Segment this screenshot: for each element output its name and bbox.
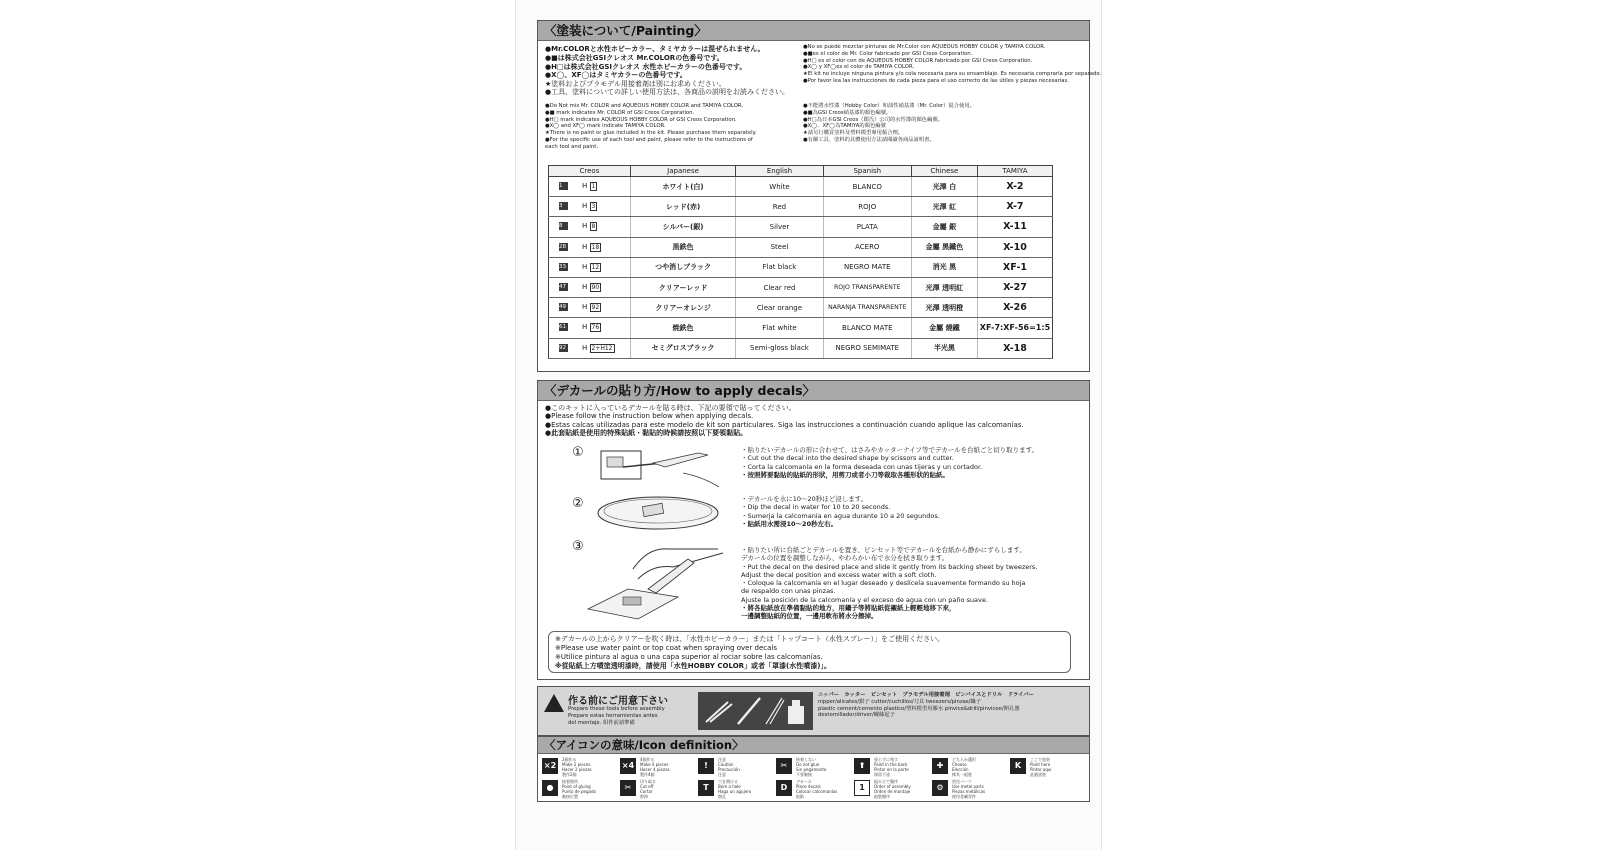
icon-definition-item: [776, 756, 836, 780]
col-spanish: Spanish: [823, 166, 911, 177]
step-3-label: ③: [572, 539, 584, 554]
col-creos: Creos: [549, 166, 631, 177]
hobby-color-number: 1: [591, 183, 596, 191]
cell-es: ROJO TRANSPARENTE: [823, 277, 911, 297]
icon-symbol: ✚: [932, 758, 948, 774]
mr-color-number: 49: [559, 304, 566, 311]
icon-symbol: ×4: [620, 758, 636, 774]
cell-tamiya: X-10: [977, 237, 1052, 257]
icon-caption: 切り取る Cut off Cortar 剪掉: [640, 779, 656, 799]
col-tamiya: TAMIYA: [977, 166, 1052, 177]
paint-row: [549, 257, 1053, 277]
cell-en: Flat black: [736, 257, 824, 277]
creos-code: 92 H 2+H12: [549, 338, 631, 358]
cell-en: Clear orange: [736, 298, 824, 318]
icon-symbol: ●: [542, 780, 558, 796]
cell-es: BLANCO MATE: [823, 318, 911, 338]
cell-tamiya: X-26: [977, 298, 1052, 318]
paint-row: [549, 177, 1053, 197]
paint-row: [549, 217, 1053, 237]
cell-tamiya: X-27: [977, 277, 1052, 297]
icon-caption: 穴を開ける Bore a hole Haga un agujero 開孔: [718, 779, 752, 799]
painting-notes-en: ●Do Not mix Mr. COLOR and AQUEOUS HOBBY COLOR and TAMIYA COLOR. ●■ mark indicates Mr. COLOR of GSI Creos Corporation. ●H□ mark indicates AQUEOUS HOBBY COLOR of GSI Creos Corporation. ●X◯ and XF◯ mark indicate TAMIYA COLOR. ★There is no paint or glue included in the kit. Please purchase them separately. ●For the specific use of each tool and paint, please refer to the instructions of each tool and paint.: [545, 103, 757, 150]
step-3-text: ・貼りたい所に台紙ごとデカールを置き、ピンセット等でデカールを台紙から静かにずらします。 デカールの位置を調整しながら、やわらかい布で水分を拭き取ります。 ・Put the decal on the desired place and slide it gently from its backing sheet by tweezers. Adjust the decal position and excess water with a soft cloth. ・Coloque la calcomanía en el lugar deseado y deslícela suavemente formando su hoja de respaldo con unas pinzas. Ajuste la posición de la calcomanía y el exceso de agua con un paño suave. ・將各貼紙放在準備黏貼的地方，用鑷子等將貼紙從襯紙上輕輕地移下來， 一邊調整貼紙的位置，一邊用軟布將水分擦掉。: [741, 546, 1038, 621]
paint-row: [549, 318, 1053, 338]
cell-ja: ホワイト(白): [630, 177, 735, 197]
cell-zh: 光澤 白: [911, 177, 977, 197]
icon-definition-item: [854, 778, 914, 802]
tools-names: ニッパー カッター ピンセット プラモデル用接着剤 ピンバイスとドリル ドライバー nipper/alicates/鉗子 cutter/cuchillos/刀具 tweezers/pinzas/鑷子 plastic cement/cemento plastico/塑料模型用膠水 pinvice&drill/pinvicoe/開孔器 destornillador/driver/螺絲起子: [818, 692, 1034, 719]
icon-definition-item: [620, 778, 680, 802]
paint-table-header: [549, 166, 1053, 177]
cell-en: Clear red: [736, 277, 824, 297]
step-2-label: ②: [572, 496, 584, 511]
painting-notes-ja: ●Mr.COLORと水性ホビーカラー、タミヤカラーは混ぜられません。 ●■は株式会社GSIクレオス Mr.COLORの色番号です。 ●H□は株式会社GSIクレオス 水性ホビーカラーの色番号です。 ●X◯、XF◯はタミヤカラーの色番号です。 ★塗料およびプラモデル用接着剤は別にお求めください。 ●工具、塗料についての詳しい使用方法は、各商品の説明をお読みください。: [545, 45, 789, 97]
paint-row: [549, 197, 1053, 217]
step-1-text: ・貼りたいデカールの形に合わせて、はさみやカッターナイフ等でデカールを台紙ごと切り取ります。 ・Cut out the decal into the desired shape by scissors and cutter. ・Corta la calcomanía en la forma deseada con unas tijeras y un cortador. ・按照將要黏貼的貼紙的形狀，用剪刀或者小刀等裁取各種形狀的貼紙。: [741, 446, 1039, 479]
cell-es: ACERO: [823, 237, 911, 257]
icon-symbol: T: [698, 780, 714, 796]
icon-caption: ここで塗装 Paint here Pintar aquí 此處塗裝: [1030, 757, 1052, 777]
icon-definition-item: [542, 756, 602, 780]
hobby-color-number: 92: [591, 304, 600, 312]
hobby-color-number: 76: [591, 324, 600, 332]
tools-title: 作る前にご用意下さい: [568, 696, 668, 707]
paint-row: [549, 338, 1053, 358]
icon-symbol: ⚙: [932, 780, 948, 796]
icon-definition-item: [698, 756, 758, 780]
creos-code: 1 H 1: [549, 177, 631, 197]
cell-en: Silver: [736, 217, 824, 237]
icon-caption: デカール Place decals Colocar calcomanías 貼紙: [796, 779, 838, 799]
icons-section: [537, 736, 1090, 802]
cell-ja: セミグロスブラック: [630, 338, 735, 358]
cell-zh: 金屬 銀: [911, 217, 977, 237]
icon-caption: 2個作る Make 2 pieces Hacer 2 piezas 製作2個: [562, 757, 592, 777]
painting-title: 〈塗装について/Painting〉: [538, 21, 1089, 41]
cell-tamiya: X-2: [977, 177, 1052, 197]
cell-ja: シルバー(銀): [630, 217, 735, 237]
icon-symbol: K: [1010, 758, 1026, 774]
icon-symbol: ✂: [776, 758, 792, 774]
icon-definition-item: [932, 756, 992, 780]
hobby-color-number: 8: [591, 223, 596, 231]
cell-es: PLATA: [823, 217, 911, 237]
icon-caption: 注意 Caution Precaución 注意: [718, 757, 740, 777]
paint-row: [549, 277, 1053, 297]
cell-zh: 光澤 透明紅: [911, 277, 977, 297]
cell-tamiya: XF-7:XF-56=1:5: [977, 318, 1052, 338]
paint-row: [549, 237, 1053, 257]
icon-caption: 4個作る Make 4 pieces Hacer 4 piezas 製作4個: [640, 757, 670, 777]
hobby-color-number: 12: [591, 263, 600, 271]
cell-tamiya: XF-1: [977, 257, 1052, 277]
mr-color-number: 33: [559, 263, 566, 270]
icon-symbol: D: [776, 780, 792, 796]
mr-color-number: 92: [559, 344, 566, 351]
icon-symbol: !: [698, 758, 714, 774]
icon-definition-item: [1010, 756, 1070, 780]
cell-ja: クリアーレッド: [630, 277, 735, 297]
icon-caption: 接着しない Do not glue Sin pegamento 不要黏接: [796, 757, 827, 777]
cell-tamiya: X-7: [977, 197, 1052, 217]
paint-table: [548, 165, 1053, 359]
painting-section: [537, 20, 1102, 372]
col-english: English: [736, 166, 824, 177]
tools-subtitle: Prepare these tools before assembly Prepare estas herramientas antes del montaje. 組件前請準備: [568, 706, 665, 726]
cell-en: White: [736, 177, 824, 197]
cell-zh: 光澤 紅: [911, 197, 977, 217]
icon-definition-item: [932, 778, 992, 802]
col-chinese: Chinese: [911, 166, 977, 177]
icon-definition-item: [542, 778, 602, 802]
painting-notes-es: ●No se puede mezclar pinturas de Mr.Color con AQUEOUS HOBBY COLOR y TAMIYA COLOR. ●■es el color de Mr. Color fabricado por GSI Creos Corporation. ●H□ es el color con de AQUEOUS HOBBY COLOR fabricado por GSI Creos Corporation. ●X◯ y XF◯es el color de TAMIYA COLOR. ★El kit no incluye ninguna pintura y/o cola necesaria para su ensamblaje. Es necesaria comprarla por separado. ●Por favor lea las instrucciones de cada pieza para el uso correcto de las útiles y piezas necesarias.: [803, 44, 1102, 84]
mr-color-number: 28: [559, 243, 566, 250]
cell-es: BLANCO: [823, 177, 911, 197]
cell-zh: 金屬 燒鐵: [911, 318, 977, 338]
icon-caption: 塗らずに残す Paint in the back Pintar en la parte 保留不塗: [874, 757, 909, 777]
decals-title: 〈デカールの貼り方/How to apply decals〉: [538, 381, 1089, 401]
cell-en: Red: [736, 197, 824, 217]
hobby-color-number: 3: [591, 203, 596, 211]
mr-color-number: 61: [559, 324, 566, 331]
hobby-color-number: 18: [591, 243, 600, 251]
cell-tamiya: X-11: [977, 217, 1052, 237]
mr-color-number: 8: [559, 222, 568, 230]
creos-code: 33 H 12: [549, 257, 631, 277]
step-2-illustration: [593, 493, 723, 535]
cell-en: Flat white: [736, 318, 824, 338]
icon-symbol: ✂: [620, 780, 636, 796]
cell-en: Semi-gloss black: [736, 338, 824, 358]
icon-definition-item: [854, 756, 914, 780]
creos-code: 3 H 3: [549, 197, 631, 217]
mr-color-number: 47: [559, 284, 566, 291]
instruction-sheet: [515, 0, 1102, 850]
icons-title: 〈アイコンの意味/Icon definition〉: [538, 737, 1089, 754]
step-2-text: ・デカールを水に10～20秒ほど浸します。 ・Dip the decal in water for 10 to 20 seconds. ・Sumerja la calcomanía en agua durante 10 a 20 segundos. ・貼紙用水需浸10～20秒左右。: [741, 495, 940, 528]
decals-intro: ●このキットに入っているデカールを貼る時は、下記の要領で貼ってください。 ●Please follow the instruction below when applying decals. ●Estas calcas utilizadas para este modelo de kit son particulares. Siga las instrucciones a continuación cuando aplique las calcomanías. ●此套貼紙是使用的特殊貼紙・黏貼的時候請按照以下要領黏貼。: [545, 404, 1024, 437]
icon-caption: 別売パーツ Use metal parts Piezas metálicas 使用金屬零件: [952, 779, 986, 799]
icon-symbol: 1: [854, 780, 870, 796]
cell-es: ROJO: [823, 197, 911, 217]
cell-es: NEGRO SEMIMATE: [823, 338, 911, 358]
icon-symbol: ⬆: [854, 758, 870, 774]
cell-tamiya: X-18: [977, 338, 1052, 358]
cell-ja: つや消しブラック: [630, 257, 735, 277]
tools-illustration: [698, 692, 813, 730]
decals-section: [537, 380, 1090, 680]
creos-code: 47 H 90: [549, 277, 631, 297]
icon-definition-item: [698, 778, 758, 802]
cell-zh: 光澤 透明橙: [911, 298, 977, 318]
tools-section: [537, 686, 1090, 736]
paint-row: [549, 298, 1053, 318]
step-1-illustration: [593, 443, 723, 493]
step-1-label: ①: [572, 445, 584, 460]
cell-zh: 金屬 黑鐵色: [911, 237, 977, 257]
icon-caption: どちらか選択 Choose Elección 擇其一組裝: [952, 757, 976, 777]
cell-zh: 消光 黑: [911, 257, 977, 277]
cell-es: NARANJA TRANSPARENTE: [823, 298, 911, 318]
creos-code: 8 H 8: [549, 217, 631, 237]
icon-caption: 接着箇所 Point of gluing Punto de pegado 黏接位置: [562, 779, 596, 799]
cell-ja: クリアーオレンジ: [630, 298, 735, 318]
cell-ja: レッド(赤): [630, 197, 735, 217]
hobby-color-number: 2+H12: [591, 344, 613, 352]
creos-code: 28 H 18: [549, 237, 631, 257]
mr-color-number: 3: [559, 202, 568, 210]
cell-ja: 黒鉄色: [630, 237, 735, 257]
painting-notes-zh: ●不能將水性漆（Hobby Color）和油性硝基漆（Mr. Color）混合使用。 ●■為GSI Creos硝基漆的顏色編號。 ●H□為日本GSI Creos（郡氏）公司的水性漆的顏色編號。 ●X◯、XF◯為TAMIYA的顏色編號 ★請另行購買塗料及塑料模型專用黏合劑。 ●有關工具、塗料的具體使用方法請閱讀各商品說明書。: [803, 103, 975, 143]
mr-color-number: 1: [559, 182, 568, 190]
caution-icon: [544, 694, 564, 712]
icons-grid: [542, 756, 1082, 800]
cell-ja: 焼鉄色: [630, 318, 735, 338]
cell-en: Steel: [736, 237, 824, 257]
cell-es: NEGRO MATE: [823, 257, 911, 277]
icon-definition-item: [776, 778, 836, 802]
step-3-illustration: [578, 539, 728, 621]
icon-symbol: ×2: [542, 758, 558, 774]
decal-note-box: ※デカールの上からクリアーを吹く時は、「水性ホビーカラー」または「トップコート（水性スプレー）」をご使用ください。 ※Please use water paint or top coat when spraying over decals ※Utilice pintura al agua o una capa superior al rociar sobre las calcomanías. ※從貼紙上方噴塗透明漆時，請使用「水性HOBBY COLOR」或者「罩漆(水性噴漆)」。: [548, 631, 1071, 673]
icon-definition-item: [620, 756, 680, 780]
creos-code: 49 H 92: [549, 298, 631, 318]
cell-zh: 半光黑: [911, 338, 977, 358]
icon-caption: 組み立て順序 Order of assembly Orden de montaje 組裝順序: [874, 779, 911, 799]
col-japanese: Japanese: [630, 166, 735, 177]
hobby-color-number: 90: [591, 284, 600, 292]
creos-code: 61 H 76: [549, 318, 631, 338]
